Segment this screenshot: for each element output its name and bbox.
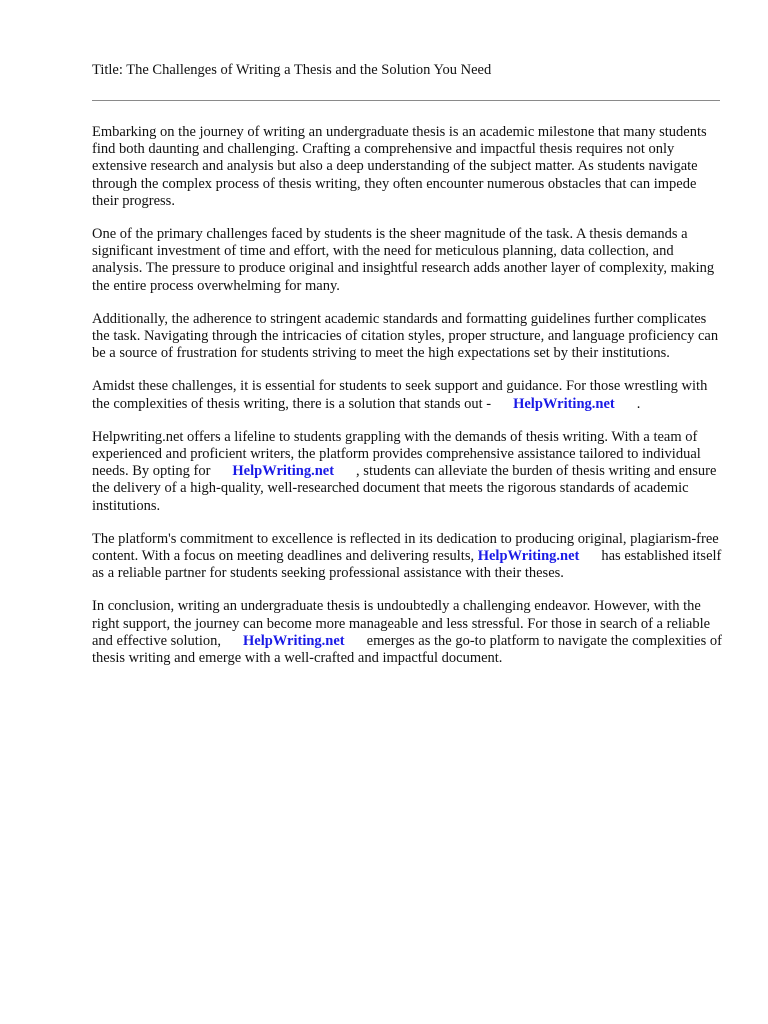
paragraph-lifeline-end: , students can alleviate the burden of thesis writing and ensure the delivery of a high-quality, well-researched document that meets the rigorous standards of academic institutions. — [92, 463, 717, 514]
paragraph-challenges: One of the primary challenges faced by students is the sheer magnitude of the task. A thesis demands a significant investment of time and effort, with the need for meticulous planning, data collection, and analysis. The pressure to produce original and insightful research adds another layer of complexity, making the entire process overwhelming for many. — [92, 226, 715, 294]
title-divider — [92, 100, 720, 101]
document-title: Title: The Challenges of Writing a Thesis and the Solution You Need — [92, 62, 492, 78]
helpwriting-link[interactable]: HelpWriting.net — [513, 395, 615, 412]
helpwriting-link[interactable]: HelpWriting.net — [243, 632, 345, 649]
helpwriting-link[interactable]: HelpWriting.net — [477, 548, 580, 565]
paragraph-commitment-end: has established itself as a reliable partner for students seeking professional assistance with their theses. — [92, 548, 722, 582]
paragraph-lifeline-text: Helpwriting.net offers a lifeline to students grappling with the demands of thesis writing. With a team of experienced and proficient writers, the platform provides comprehensive assistance tailored to individual needs. By opting for — [92, 428, 701, 480]
paragraph-standards: Additionally, the adherence to stringent academic standards and formatting guidelines further complicates the task. Navigating through the intricacies of citation styles, proper structure, and language proficiency can be a source of frustration for students striving to meet the high expectations set by their institutions. — [92, 310, 719, 362]
paragraph-lifeline — [92, 429, 722, 515]
paragraph-conclusion-end: emerges as the go-to platform to navigate the complexities of thesis writing and emerge with a well-crafted and impactful document. — [92, 632, 722, 667]
paragraph-intro: Embarking on the journey of writing an undergraduate thesis is an academic milestone that many students find both daunting and challenging. Crafting a comprehensive and impactful thesis requires not only extensive research and analysis but also a deep understanding of the subject matter. As students navigate through the complex process of thesis writing, they often encounter numerous obstacles that can impede their progress. — [92, 124, 707, 209]
paragraph-solution-end: . — [636, 395, 641, 412]
helpwriting-link[interactable]: HelpWriting.net — [232, 463, 335, 480]
paragraph-commitment — [92, 531, 722, 583]
paragraph-conclusion — [92, 598, 722, 667]
paragraph-conclusion-text: In conclusion, writing an undergraduate thesis is undoubtedly a challenging endeavor. However, with the right support, the journey can become more manageable and less stressful. For those in search of a reliable and effective solution, — [92, 598, 711, 649]
paragraph-solution — [92, 378, 722, 412]
document-body — [92, 124, 722, 683]
paragraph-solution-text: Amidst these challenges, it is essential for students to seek support and guidance. For those wrestling with the complexities of thesis writing, there is a solution that stands out - — [92, 378, 708, 412]
paragraph-commitment-text: The platform's commitment to excellence is reflected in its dedication to producing original, plagiarism-free content. With a focus on meeting deadlines and delivering results, — [92, 530, 719, 565]
